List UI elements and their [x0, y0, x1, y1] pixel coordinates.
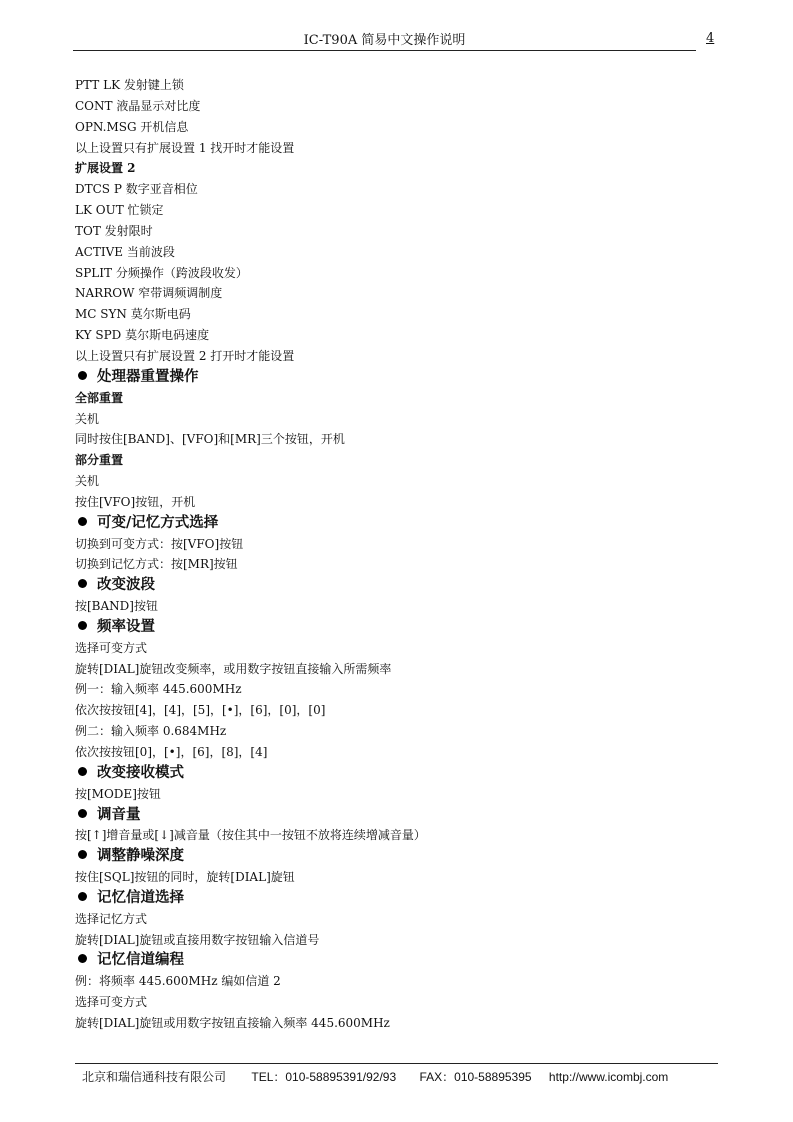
document-body [75, 75, 715, 1034]
text-line: KY SPD 莫尔斯电码速度 [75, 328, 210, 343]
section-heading [75, 846, 715, 867]
section-heading [75, 513, 715, 534]
section-heading [75, 617, 715, 638]
subsection-heading: 部分重置 [75, 453, 124, 468]
section-heading-text: 频率设置 [97, 617, 155, 635]
text-line: 选择可变方式 [75, 640, 148, 655]
text-line: 旋转[DIAL]旋钮改变频率，或用数字按钮直接输入所需频率 [75, 661, 392, 676]
text-line: LK OUT 忙锁定 [75, 203, 164, 218]
bullet-icon [78, 892, 87, 901]
text-line: ACTIVE 当前波段 [75, 244, 175, 259]
subsection-heading: 全部重置 [75, 390, 124, 405]
text-line: 按[MODE]按钮 [75, 786, 161, 801]
text-line: MC SYN 莫尔斯电码 [75, 307, 191, 322]
bullet-icon [78, 579, 87, 588]
footer-telephone: TEL：010-58895391/92/93 [251, 1070, 397, 1084]
text-line: 依次按按钮[0]，[•]，[6]，[8]，[4] [75, 745, 268, 759]
text-line: 例二：输入频率 0.684MHz [75, 724, 227, 739]
text-line: 切换到记忆方式：按[MR]按钮 [75, 557, 238, 572]
text-line: CONT 液晶显示对比度 [75, 98, 201, 113]
text-line: 例：将频率 445.600MHz 编如信道 2 [75, 974, 281, 989]
text-line: OPN.MSG 开机信息 [75, 119, 189, 134]
section-heading [75, 888, 715, 909]
document-title: IC-T90A 简易中文操作说明 [303, 33, 466, 48]
text-line: 按[↑]增音量或[↓]减音量（按住其中一按钮不放将连续增减音量） [75, 828, 426, 843]
bullet-icon [78, 767, 87, 776]
page-number: 4 [706, 31, 715, 46]
section-heading [75, 575, 715, 596]
text-line: 关机 [75, 474, 100, 489]
section-heading-text: 可变/记忆方式选择 [97, 513, 219, 531]
text-line: 同时按住[BAND]、[VFO]和[MR]三个按钮，开机 [75, 432, 345, 447]
text-line: SPLIT 分频操作（跨波段收发） [75, 265, 248, 280]
page-header [73, 28, 696, 51]
text-line: PTT LK 发射键上锁 [75, 78, 184, 92]
text-line: 以上设置只有扩展设置 2 打开时才能设置 [75, 348, 295, 363]
text-line: 选择可变方式 [75, 995, 148, 1010]
section-heading-text: 记忆信道编程 [97, 951, 184, 969]
footer-divider [75, 1063, 718, 1064]
bullet-icon [78, 850, 87, 859]
text-line: TOT 发射限时 [75, 223, 153, 238]
section-heading [75, 367, 715, 388]
bullet-icon [78, 621, 87, 630]
text-line: 切换到可变方式：按[VFO]按钮 [75, 536, 244, 551]
text-line: 旋转[DIAL]旋钮或用数字按钮直接输入频率 445.600MHz [75, 1015, 390, 1030]
section-heading-text: 改变波段 [97, 576, 155, 594]
page-footer [82, 1069, 722, 1085]
section-heading [75, 950, 715, 971]
section-heading-text: 改变接收模式 [97, 763, 184, 781]
text-line: 以上设置只有扩展设置 1 找开时才能设置 [75, 140, 295, 155]
section-heading-text: 处理器重置操作 [97, 367, 199, 385]
text-line: NARROW 窄带调频调制度 [75, 286, 223, 301]
footer-fax: FAX：010-58895395 [419, 1070, 532, 1084]
text-line: 依次按按钮[4]，[4]，[5]，[•]，[6]，[0]，[0] [75, 703, 326, 718]
section-heading-text: 调整静噪深度 [97, 847, 184, 865]
bullet-icon [78, 371, 87, 380]
text-line: 按住[SQL]按钮的同时，旋转[DIAL]旋钮 [75, 870, 295, 885]
text-line: 关机 [75, 411, 100, 426]
bullet-icon [78, 517, 87, 526]
bullet-icon [78, 954, 87, 963]
footer-company: 北京和瑞信通科技有限公司 [82, 1070, 227, 1084]
section-heading-text: 记忆信道选择 [97, 888, 184, 906]
section-heading-text: 调音量 [97, 805, 141, 823]
text-line: 选择记忆方式 [75, 911, 148, 926]
text-line: 例一：输入频率 445.600MHz [75, 682, 242, 697]
text-line: 旋转[DIAL]旋钮或直接用数字按钮输入信道号 [75, 932, 320, 947]
text-line: 按[BAND]按钮 [75, 599, 158, 614]
section-heading [75, 805, 715, 826]
bullet-icon [78, 809, 87, 818]
footer-website: http://www.icombj.com [548, 1070, 669, 1084]
text-line: 按住[VFO]按钮，开机 [75, 494, 196, 509]
text-line: DTCS P 数字亚音相位 [75, 182, 198, 197]
subsection-heading: 扩展设置 2 [75, 161, 136, 176]
section-heading [75, 763, 715, 784]
